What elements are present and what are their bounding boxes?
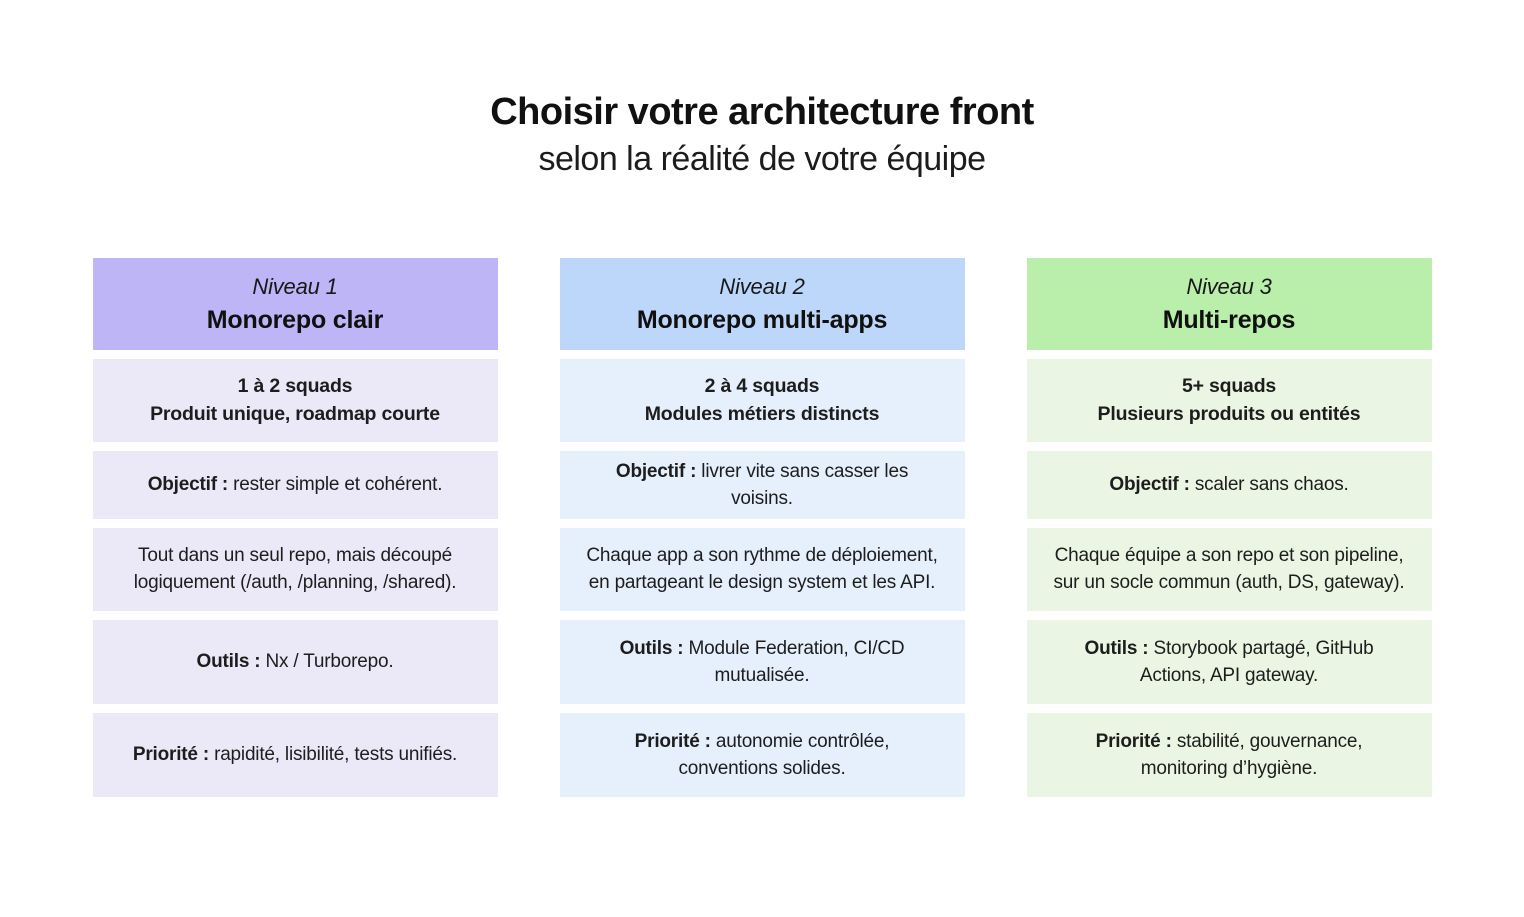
squads-detail: Produit unique, roadmap courte	[150, 403, 440, 426]
level-label: Niveau 1	[252, 274, 338, 300]
priorite-label: Priorité :	[132, 744, 209, 766]
column-title: Multi-repos	[1162, 306, 1296, 335]
column-header-niveau-1	[93, 258, 498, 350]
column-header-niveau-3	[1027, 258, 1432, 350]
outils-label: Outils :	[196, 651, 261, 673]
outils-cell-niveau-3	[1027, 620, 1432, 704]
priorite-cell-niveau-3	[1027, 713, 1432, 797]
priorite-label: Priorité :	[1095, 730, 1172, 752]
squads-cell-niveau-2	[560, 359, 965, 442]
priorite-label: Priorité :	[634, 730, 711, 752]
priorite-text: rapidité, lisibilité, tests unifiés.	[214, 744, 458, 766]
level-label: Niveau 3	[1186, 274, 1272, 300]
squads-count: 2 à 4 squads	[704, 375, 820, 398]
description-text: Chaque app a son rythme de déploiement, en partageant le design system et les API.	[586, 545, 938, 594]
description-cell-niveau-3	[1027, 528, 1432, 611]
column-header-niveau-2	[560, 258, 965, 350]
outils-label: Outils :	[1084, 637, 1149, 659]
squads-detail: Modules métiers distincts	[644, 403, 880, 426]
objectif-label: Objectif :	[1109, 474, 1190, 496]
description-cell-niveau-2	[560, 528, 965, 611]
squads-cell-niveau-3	[1027, 359, 1432, 442]
column-title: Monorepo multi-apps	[636, 306, 888, 335]
squads-count: 1 à 2 squads	[237, 375, 353, 398]
priorite-text: stabilité, gouvernance, monitoring d’hygiène.	[1140, 730, 1363, 779]
priorite-cell-niveau-1	[93, 713, 498, 797]
description-cell-niveau-1	[93, 528, 498, 611]
level-label: Niveau 2	[719, 274, 805, 300]
objectif-text: rester simple et cohérent.	[233, 474, 443, 496]
squads-count: 5+ squads	[1181, 375, 1277, 398]
outils-cell-niveau-2	[560, 620, 965, 704]
objectif-label: Objectif :	[147, 474, 229, 496]
column-title: Monorepo clair	[206, 306, 384, 335]
description-text: Chaque équipe a son repo et son pipeline, sur un socle commun (auth, DS, gateway).	[1053, 545, 1405, 594]
priorite-cell-niveau-2	[560, 713, 965, 797]
outils-cell-niveau-1	[93, 620, 498, 704]
squads-detail: Plusieurs produits ou entités	[1097, 403, 1361, 426]
description-text: Tout dans un seul repo, mais découpé logiquement (/auth, /planning, /shared).	[133, 545, 457, 594]
outils-text: Module Federation, CI/CD mutualisée.	[688, 637, 905, 686]
title-subtitle: selon la réalité de votre équipe	[538, 140, 986, 179]
squads-cell-niveau-1	[93, 359, 498, 442]
objectif-cell-niveau-2	[560, 451, 965, 519]
outils-label: Outils :	[619, 637, 684, 659]
outils-text: Storybook partagé, GitHub Actions, API gateway.	[1139, 637, 1374, 686]
objectif-text: scaler sans chaos.	[1194, 474, 1349, 496]
objectif-cell-niveau-1	[93, 451, 498, 519]
page-title	[0, 0, 1524, 182]
objectif-label: Objectif :	[615, 460, 697, 482]
objectif-text: livrer vite sans casser les voisins.	[701, 460, 909, 509]
priorite-text: autonomie contrôlée, conventions solides.	[678, 730, 890, 779]
comparison-grid	[93, 258, 1432, 797]
title-main: Choisir votre architecture front	[490, 91, 1034, 133]
outils-text: Nx / Turborepo.	[265, 651, 394, 673]
objectif-cell-niveau-3	[1027, 451, 1432, 519]
